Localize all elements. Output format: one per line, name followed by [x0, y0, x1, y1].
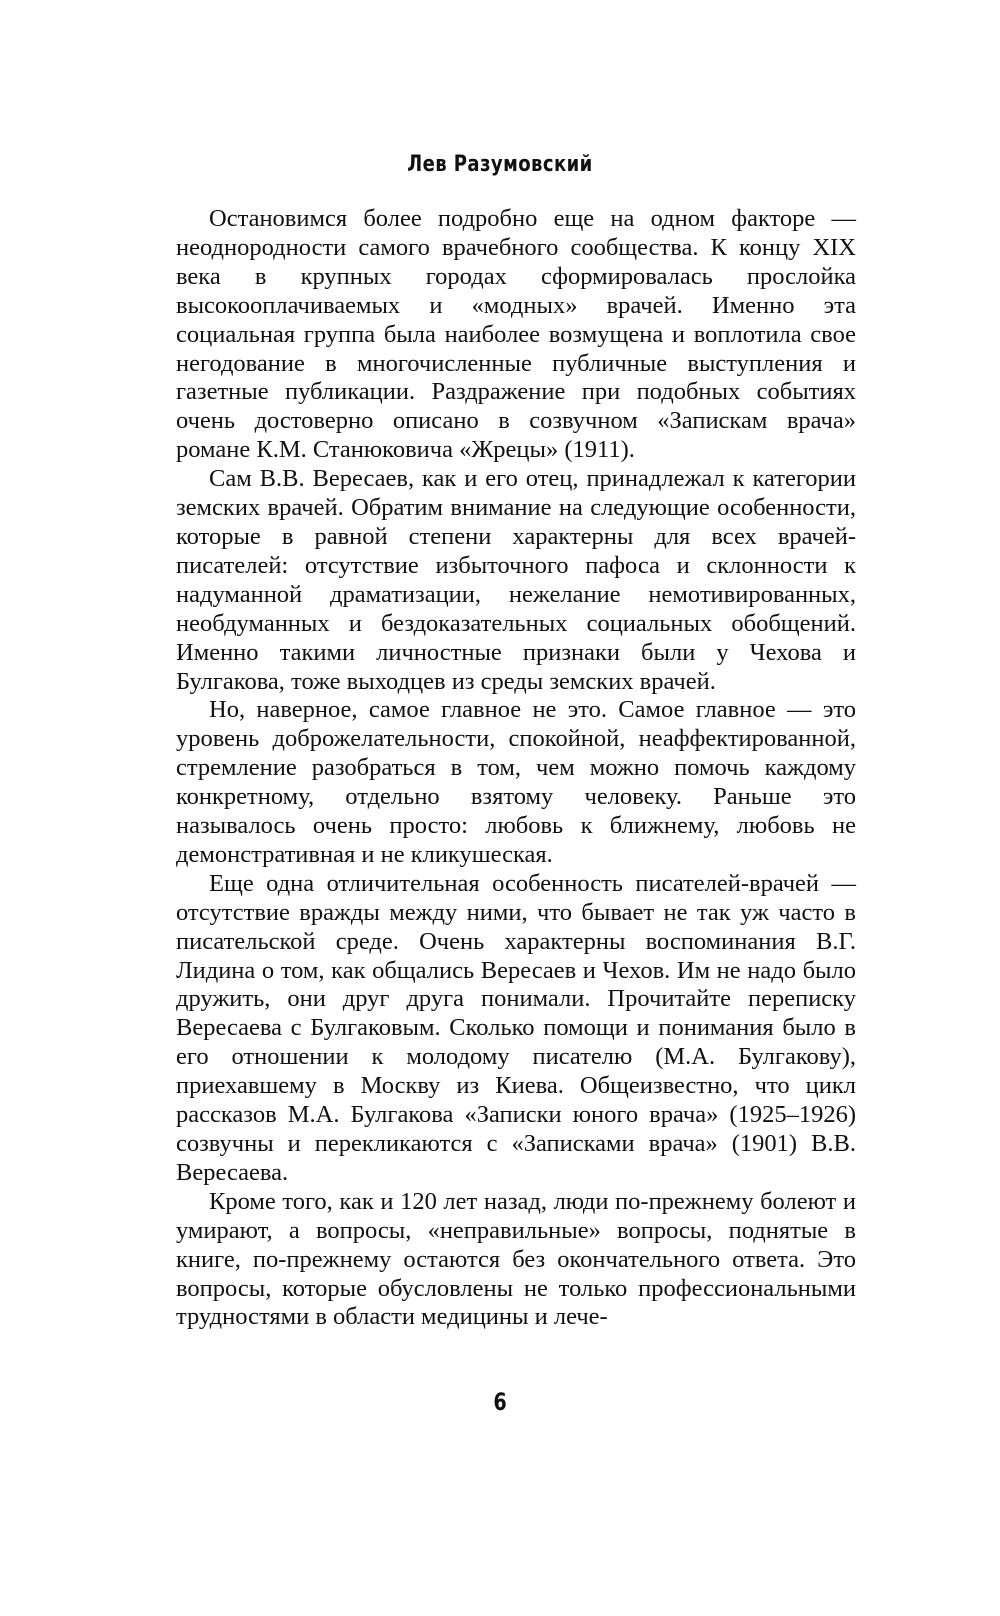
- paragraph: Сам В.В. Вересаев, как и его отец, принадлежал к категории земских врачей. Обратим внимание на следующие особенности, которые в равной степени характерны для всех врачей-писателей: отсутствие избыточного пафоса и склонности к надуманной драматизации, нежелание немотивированных, необдуманных и бездоказательных социальных обобщений. Именно такими личностные признаки были у Чехова и Булгакова, тоже выходцев из среды земских врачей.: [176, 465, 856, 695]
- paragraph: Остановимся более подробно еще на одном факторе — неоднородности самого врачебного сообщества. К концу XIX века в крупных городах сформировалась прослойка высокооплачиваемых и «модных» врачей. Именно эта социальная группа была наиболее возмущена и воплотила свое негодование в многочисленные публичные выступления и газетные публикации. Раздражение при подобных событиях очень достоверно описано в созвучном «Запискам врача» романе К.М. Станюковича «Жрецы» (1911).: [176, 205, 856, 464]
- page-number: 6: [493, 1388, 507, 1416]
- paragraph: Но, наверное, самое главное не это. Самое главное — это уровень доброжелательности, спокойной, неаффектированной, стремление разобраться в том, чем можно помочь каждому конкретному, отдельно взятому человеку. Раньше это называлось очень просто: любовь к ближнему, любовь не демонстративная и не кликушеская.: [176, 696, 856, 868]
- running-head-author: Лев Разумовский: [407, 152, 593, 177]
- paragraph: Кроме того, как и 120 лет назад, люди по-прежнему болеют и умирают, а вопросы, «неправильные» вопросы, поднятые в книге, по-прежнему остаются без окончательного ответа. Это вопросы, которые обусловлены не только профессиональными трудностями в области медицины и лече-: [176, 1187, 856, 1331]
- body-text: [176, 205, 856, 1332]
- paragraph: Еще одна отличительная особенность писателей-врачей — отсутствие вражды между ними, что бывает не так уж часто в писательской среде. Очень характерны воспоминания В.Г. Лидина о том, как общались Вересаев и Чехов. Им не надо было дружить, они друг друга понимали. Прочитайте переписку Вересаева с Булгаковым. Сколько помощи и понимания было в его отношении к молодому писателю (М.А. Булгакову), приехавшему в Москву из Киева. Общеизвестно, что цикл рассказов М.А. Булгакова «Записки юного врача» (1925–1926) созвучны и перекликаются с «Записками врача» (1901) В.В. Вересаева.: [176, 869, 856, 1186]
